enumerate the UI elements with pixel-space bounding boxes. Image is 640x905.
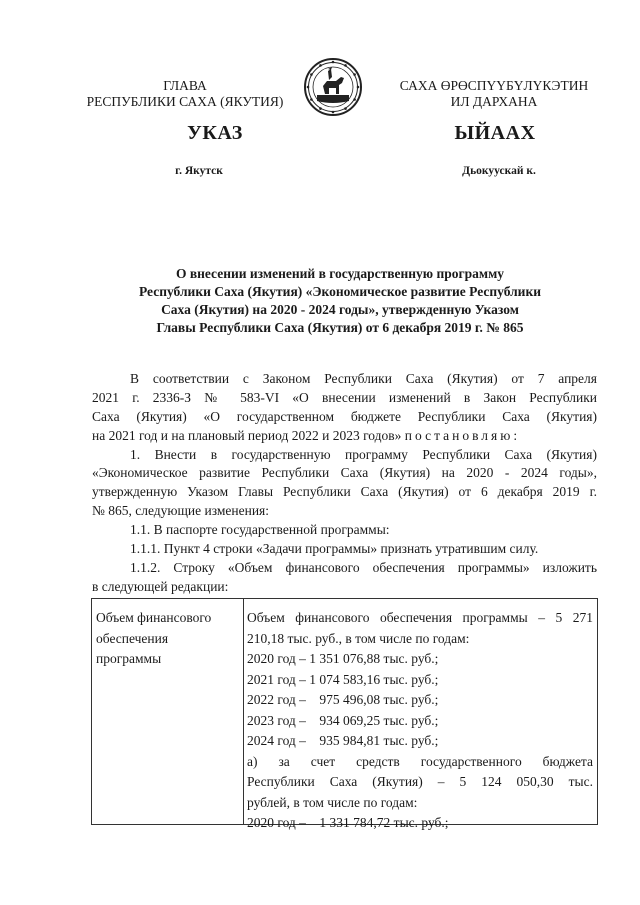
- body-line: 1.1. В паспорте государственной программы:: [130, 522, 390, 538]
- decree-title-sakha: ЫЙААХ: [454, 122, 536, 144]
- title-line: Саха (Якутия) на 2020 - 2024 годы», утвержденную Указом: [161, 302, 519, 317]
- table-right-line: Республики Саха (Якутия) – 5 124 050,30 тыс.: [247, 774, 593, 789]
- table-right-line: а) за счет средств государственного бюджета: [247, 753, 593, 769]
- body-line: 1. Внести в государственную программу Республики Саха (Якутия): [130, 446, 597, 462]
- body-line: № 865, следующие изменения:: [92, 503, 270, 519]
- body-line: 1.1.2. Строку «Объем финансового обеспечения программы» изложить: [130, 559, 597, 575]
- table-right-line: рублей, в том числе по годам:: [247, 794, 418, 810]
- table-right-line: 2022 год – 975 496,08 тыс. руб.;: [247, 692, 439, 707]
- body-line: в следующей редакции:: [92, 578, 229, 594]
- table-right-line: 2023 год – 934 069,25 тыс. руб.;: [247, 712, 439, 728]
- body-line: Саха (Якутия) «О государственном бюджете Республики Саха (Якутия): [92, 408, 597, 424]
- body-line: [92, 427, 597, 446]
- table-left-line: программы: [96, 651, 162, 666]
- funding-table: [91, 598, 598, 830]
- city-sakha: Дьокуускай к.: [462, 165, 536, 177]
- table-left-line: обеспечения: [96, 630, 169, 646]
- header-left-line1: ГЛАВА: [163, 78, 207, 93]
- body-line: 2021 г. 2336-З № 583-VI «О внесении изменений в Закон Республики: [92, 389, 597, 405]
- table-right-line: 2021 год – 1 074 583,16 тыс. руб.;: [247, 671, 439, 687]
- table-right-line: 210,18 тыс. руб., в том числе по годам:: [247, 630, 470, 646]
- table-right-line: 2024 год – 935 984,81 тыс. руб.;: [247, 733, 439, 748]
- document-body: [92, 370, 597, 597]
- header-right-line1: САХА ӨРӨСПҮҮБҮЛҮКЭТИН: [399, 78, 589, 93]
- decree-word: постановляю:: [404, 427, 521, 443]
- header-right-title: [388, 78, 600, 110]
- city-ru: г. Якутск: [175, 165, 223, 177]
- body-line: 1.1.1. Пункт 4 строки «Задачи программы» признать утратившим силу.: [130, 541, 539, 557]
- table-divider: [243, 599, 244, 824]
- body-line-text: на 2021 год и на плановый период 2022 и 2023 годов»: [92, 427, 402, 443]
- document-title: [80, 265, 600, 337]
- table-right-line: 2020 год – 1 351 076,88 тыс. руб.;: [247, 651, 439, 666]
- body-line: «Экономическое развитие Республики Саха (Якутия) на 2020 - 2024 годы»,: [92, 465, 597, 481]
- table-right-line: Объем финансового обеспечения программы – 5 271: [247, 610, 593, 625]
- title-line: Главы Республики Саха (Якутия) от 6 декабря 2019 г. № 865: [156, 320, 524, 335]
- table-left-line: Объем финансового: [96, 610, 212, 625]
- table-left-cell: [96, 608, 241, 670]
- body-line: утвержденную Указом Главы Республики Саха (Якутия) от 6 декабря 2019 г.: [92, 484, 597, 500]
- header-left-title: [80, 78, 290, 110]
- table-right-line: 2020 год – 1 331 784,72 тыс. руб.;: [247, 815, 449, 830]
- title-line: О внесении изменений в государственную программу: [175, 266, 505, 281]
- title-line: Республики Саха (Якутия) «Экономическое развитие Республики: [138, 284, 542, 299]
- table-right-cell: [247, 608, 593, 834]
- body-line: В соответствии с Законом Республики Саха (Якутия) от 7 апреля: [130, 371, 597, 386]
- header-right-line2: ИЛ ДАРХАНА: [450, 94, 538, 109]
- decree-title-ru: УКАЗ: [187, 122, 243, 144]
- header-left-line2: РЕСПУБЛИКИ САХА (ЯКУТИЯ): [86, 94, 284, 109]
- coat-of-arms-emblem-icon: [303, 57, 363, 117]
